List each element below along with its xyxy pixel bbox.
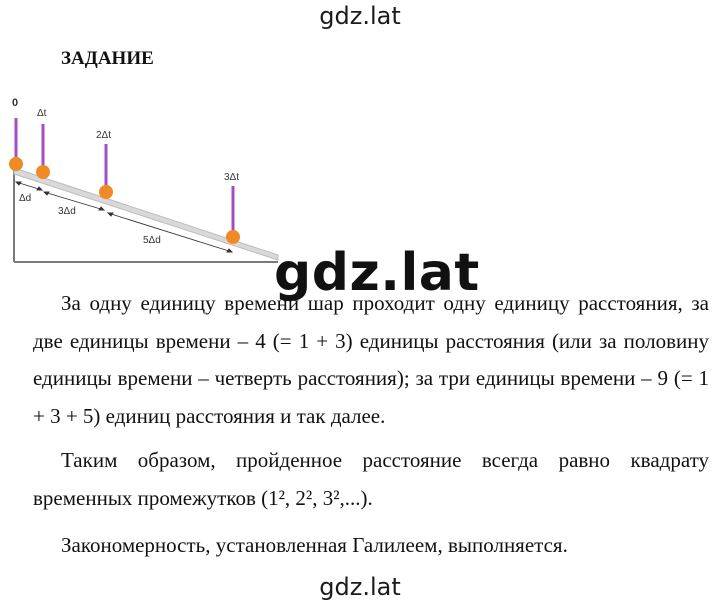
ball-position-3 [226,230,240,244]
distance-label-2: 3Δd [58,206,76,217]
watermark-top: gdz.lat [319,2,401,30]
ball-position-1 [36,165,50,179]
time-label-1: Δt [37,108,47,119]
time-label-3: 3Δt [224,172,240,183]
ball-position-0 [9,157,23,171]
watermark-bottom: gdz.lat [319,573,401,601]
distance-label-3: 5Δd [143,235,161,246]
paragraph-explanation: За одну единицу времени шар проходит одну единицу расстояния, за две единицы времени – 4 (= 1 + 3) единицы расстояния (или за половину единицы времени – четверть расстояния); за три единицы времени – 9 (= 1 + 3 + 5) единиц расстояния и так далее. [33,291,709,428]
incline-diagram [0,92,300,267]
origin-label: 0 [12,97,19,109]
time-label-2: 2Δt [96,130,112,141]
task-heading: ЗАДАНИЕ [61,48,154,69]
paragraph-galileo: Закономерность, установленная Галилеем, выполняется. [61,533,568,557]
ball-position-2 [99,185,113,199]
paragraph-conclusion: Таким образом, пройденное расстояние всегда равно квадрату временных промежутков (1², 2², 3²,...). [33,448,709,510]
distance-arrow-3 [108,213,232,252]
distance-label-1: Δd [19,193,32,204]
distance-arrow-1 [16,182,42,190]
watermark-middle: gdz.lat [274,243,480,303]
